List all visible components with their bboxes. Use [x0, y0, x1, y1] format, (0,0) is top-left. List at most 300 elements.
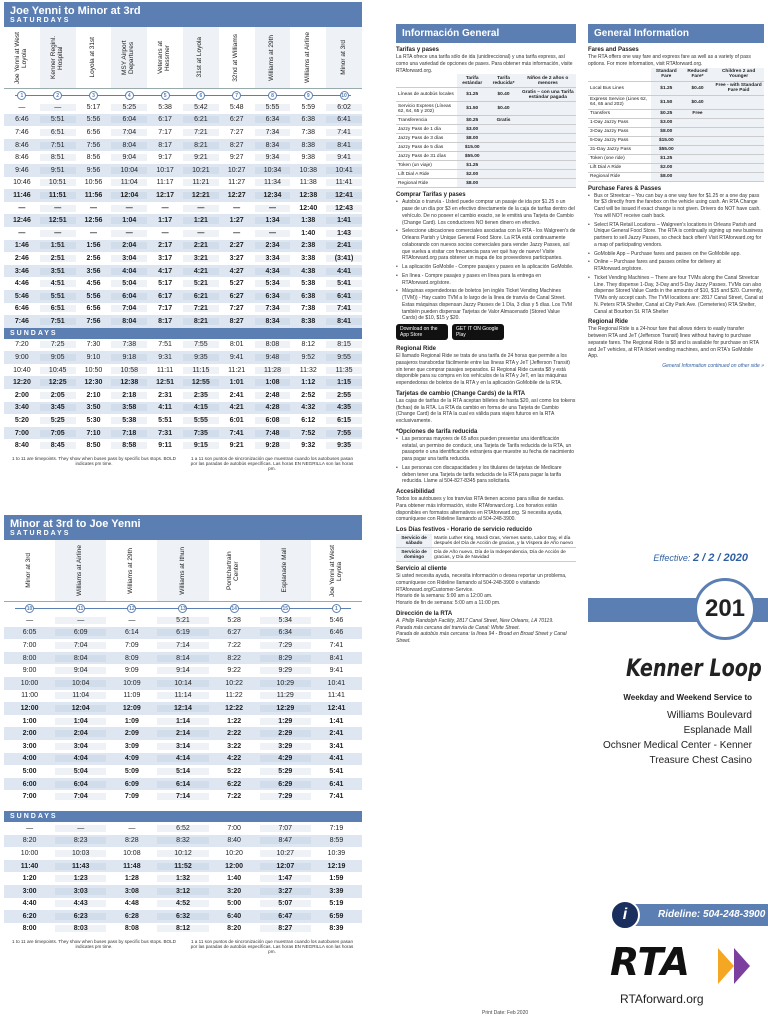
- fare-row: [396, 143, 576, 152]
- table-cell: —: [40, 205, 76, 212]
- table-cell: 11:51: [40, 192, 76, 199]
- table-row: [4, 214, 362, 227]
- table-cell: 10:04: [55, 680, 106, 687]
- fare-row: [396, 179, 576, 188]
- fare-value: $3.00: [457, 125, 487, 134]
- table-row: [4, 822, 362, 835]
- table-cell: 12:40: [299, 204, 318, 212]
- table-cell: 5:38: [158, 103, 172, 111]
- fare-value: [520, 143, 576, 152]
- table-cell: 3:27: [260, 888, 311, 895]
- timepoint-marker: 11: [78, 605, 84, 612]
- table-cell: 3:50: [86, 404, 101, 412]
- fare-label: Local Bus Lines: [588, 81, 651, 95]
- table2-subtitle: SATURDAYS: [10, 530, 71, 538]
- fare-value: [487, 161, 519, 170]
- table-cell: 1:20: [22, 875, 37, 883]
- table-cell: 8:00: [22, 654, 37, 662]
- table2-column-headers: [4, 540, 362, 602]
- holiday-days: Martin Luther King, Mardi Gras, Viernes santo, Labor Day, el día después del Día de Acción de gracias, y la Víspera de Año nuevo: [432, 534, 576, 548]
- table-cell: 10:27: [260, 850, 311, 857]
- table-cell: —: [18, 103, 26, 111]
- es-cs-text: Si usted necesita ayuda, necesita información o desea reportar un problema, comuníquese con Rideline llamando al 504-248-3900 o visitando RTAforward.org/Customer-Service.: [396, 573, 567, 593]
- table-cell: 8:38: [301, 317, 316, 325]
- fare-value: [520, 170, 576, 179]
- table-cell: 8:58: [111, 442, 147, 449]
- table-cell: 9:00: [22, 667, 37, 675]
- table-cell: 7:38: [301, 128, 316, 136]
- fare-label: Jazzy Pass de 3 días: [396, 134, 457, 143]
- table-row: [4, 872, 362, 885]
- table2-header: [4, 515, 362, 540]
- table-cell: 9:11: [158, 442, 172, 450]
- table-cell: 2:10: [86, 391, 101, 399]
- table-cell: 9:46: [15, 166, 29, 174]
- table-cell: 6:27: [229, 292, 244, 300]
- table-cell: 1:27: [229, 217, 244, 225]
- table-row: [4, 835, 362, 848]
- table-cell: 10:41: [326, 167, 362, 174]
- table-cell: 8:04: [111, 142, 147, 149]
- column-header-label: Veterans at Hessmer: [157, 41, 172, 74]
- table-cell: 7:29: [260, 793, 311, 800]
- table-cell: 4:52: [157, 900, 208, 907]
- table-cell: 2:55: [326, 392, 362, 399]
- table-cell: 1:59: [329, 875, 344, 883]
- table-cell: 8:08: [255, 341, 291, 348]
- table-cell: 5:14: [157, 768, 208, 775]
- fare-row: [588, 163, 764, 172]
- timepoint-marker: 10: [26, 605, 33, 612]
- table-cell: 10:29: [260, 680, 311, 687]
- table-cell: 6:08: [255, 417, 291, 424]
- table-cell: 12:41: [327, 704, 346, 712]
- table-cell: 5:19: [329, 900, 344, 908]
- table-cell: 10:38: [299, 166, 318, 174]
- table-cell: —: [255, 205, 291, 212]
- table-cell: 7:22: [227, 793, 242, 801]
- table-cell: 3:39: [329, 887, 344, 895]
- table-cell: 5:25: [40, 417, 76, 424]
- table-cell: —: [128, 616, 136, 624]
- es-reduced-heading: *Opciones de tarifa reducida: [396, 428, 478, 435]
- table-cell: 12:27: [227, 191, 246, 199]
- fare-value: $1.50: [651, 95, 682, 109]
- list-item: • Autobús o tranvía - Usted puede comprar un pasaje de ida por $1.25 o un pase de un día por $3 en efectivo directamente de la caja de tarifas dentro del vehículo. De no poseer el cambio exacto, se le emitirá una Tarjeta de Cambio (Change Card). Los conductores NO tienen dinero en efectivo.: [396, 199, 576, 226]
- table-cell: 2:04: [55, 730, 106, 737]
- table-cell: 9:52: [301, 354, 316, 362]
- fare-value: [520, 152, 576, 161]
- table-cell: 5:20: [14, 417, 29, 425]
- table-cell: 6:47: [260, 913, 311, 920]
- table1-sunday-label: SUNDAYS: [4, 328, 362, 339]
- table-cell: 12:21: [183, 192, 219, 199]
- fare-value: [520, 125, 576, 134]
- column-header: [4, 540, 55, 601]
- timepoint: [290, 91, 326, 100]
- table-cell: 5:25: [111, 104, 147, 111]
- es-hours-weekend: Horario de fin de semana: 5:00 am a 11:00 pm.: [396, 600, 501, 606]
- table-cell: 6:09: [55, 629, 106, 636]
- table-cell: 7:41: [326, 129, 362, 136]
- fare-header-row: [396, 74, 576, 88]
- table-cell: 6:17: [158, 292, 173, 300]
- fare-value: $55.00: [457, 152, 487, 161]
- fare-label: Token (un viaje): [396, 161, 457, 170]
- table-cell: 10:56: [84, 179, 103, 187]
- table-cell: 12:46: [12, 217, 31, 225]
- fare-value: $2.00: [651, 163, 682, 172]
- table-cell: 7:19: [329, 824, 344, 832]
- table-cell: 1:22: [227, 717, 242, 725]
- timepoint: [76, 91, 112, 100]
- table-cell: 6:15: [326, 417, 362, 424]
- fare-value: $0.25: [457, 116, 487, 125]
- table-cell: 12:56: [84, 217, 103, 225]
- table-row: [4, 202, 362, 215]
- table-cell: 10:20: [225, 849, 243, 857]
- google-play-badge[interactable]: GET IT ON Google Play: [452, 324, 504, 340]
- timepoint: [4, 604, 55, 613]
- table-row: [4, 290, 362, 303]
- table-cell: 3:00: [22, 742, 37, 750]
- column-header: [40, 27, 76, 88]
- fare-value: $1.25: [457, 88, 487, 102]
- table-cell: 5:04: [55, 768, 106, 775]
- fare-row: [588, 81, 764, 95]
- list-item: • Seleccione ubicaciones comerciales asociadas con la RTA - los Walgreen's de Orleans Parish y Unique General Food Store. La RTA está continuamente colaborando con nuevos socios comerciales para vender Jazzy Passes, así que vuelva a visitar con frecuencia para ver qué hay de nuevo! Visite RTAforward.org para obtener un mapa de los proveedores participantes.: [396, 228, 576, 262]
- table-cell: 10:09: [123, 679, 141, 687]
- table-cell: 11:40: [20, 862, 39, 870]
- table-cell: 8:12: [157, 925, 208, 932]
- english-info-panel: [588, 24, 764, 494]
- table-cell: 7:41: [326, 305, 362, 312]
- table-cell: 8:41: [326, 142, 362, 149]
- table-cell: 9:04: [111, 154, 147, 161]
- timepoint-marker: 8: [268, 91, 277, 100]
- table-cell: 9:35: [326, 442, 362, 449]
- fare-value: [713, 127, 764, 136]
- table-cell: 3:34: [255, 255, 291, 262]
- fare-label: Regional Ride: [588, 172, 651, 181]
- table-cell: 12:22: [225, 704, 244, 712]
- table-cell: 9:56: [86, 166, 101, 174]
- table-cell: 4:38: [301, 267, 316, 275]
- list-item: • En línea - Compre pasajes y pases en línea para la entrega en RTAforward.org/store.: [396, 273, 576, 287]
- table1-footnote: [4, 452, 362, 475]
- table-cell: 8:59: [329, 837, 344, 845]
- fare-value: [713, 136, 764, 145]
- table-cell: 10:00: [20, 679, 39, 687]
- en-continued: General Information continued on other side »: [662, 363, 764, 369]
- fare-label: Regional Ride: [396, 179, 457, 188]
- table-cell: 8:46: [15, 154, 29, 162]
- table-cell: 8:41: [326, 318, 362, 325]
- table-cell: 4:11: [158, 404, 172, 412]
- timepoint-marker: 2: [53, 91, 62, 100]
- table-cell: 5:38: [111, 417, 147, 424]
- fare-value: [713, 145, 764, 154]
- column-header-label: Williams at 29th: [268, 34, 276, 81]
- table-cell: 2:14: [157, 730, 208, 737]
- route-name: Kenner Loop: [626, 654, 762, 682]
- table-row: [4, 664, 362, 677]
- table-cell: 7:04: [55, 642, 106, 649]
- table-cell: 8:40: [227, 837, 241, 845]
- table-cell: 6:51: [40, 305, 76, 312]
- table-cell: 3:08: [124, 887, 139, 895]
- table-cell: 7:17: [158, 305, 173, 313]
- table-cell: 12:19: [327, 862, 346, 870]
- table-cell: 2:17: [158, 242, 173, 250]
- fare-label: 31-Day Jazzy Pass: [588, 145, 651, 154]
- table-row: [4, 652, 362, 665]
- table-cell: 7:30: [86, 341, 101, 349]
- table-cell: 4:21: [183, 268, 219, 275]
- table-cell: 6:34: [260, 629, 311, 636]
- table-cell: 5:09: [124, 767, 139, 775]
- table-cell: 4:56: [86, 280, 101, 288]
- fare-label: Lift Dial A Ride: [396, 170, 457, 179]
- table-cell: —: [18, 204, 26, 212]
- column-header: [255, 27, 291, 88]
- table-cell: 8:28: [125, 837, 139, 845]
- column-header: [260, 540, 311, 601]
- rta-logo-text: RTA: [610, 940, 690, 984]
- table-cell: 2:41: [326, 242, 362, 249]
- table-cell: 6:20: [22, 912, 37, 920]
- table1-footnote-en: 1 to 11 are timepoints. They show when buses pass by specific bus stops. BOLD indicates pm time.: [11, 456, 176, 467]
- table-cell: 1:40: [227, 875, 242, 883]
- timepoint-marker: 3: [89, 91, 98, 100]
- table-cell: —: [40, 230, 76, 237]
- list-item: • GoMobile App – Purchase fares and passes on the GoMobile app.: [588, 251, 764, 258]
- table-cell: 5:48: [229, 103, 244, 111]
- table-cell: 5:51: [158, 417, 173, 425]
- table-cell: 6:22: [227, 780, 242, 788]
- table-cell: 6:27: [227, 629, 241, 637]
- list-item: • Select RTA Retail Locations – Walgreen's locations in Orleans Parish and Unique General Food Store. The RTA is continually signing up new business partners to sell Jazzy Passes, so check back often! Visit RTAforward.org for a map of participating vendors.: [588, 222, 764, 249]
- table-row: [4, 177, 362, 190]
- table-cell: 9:22: [227, 667, 241, 675]
- table-cell: 5:07: [260, 900, 311, 907]
- table-cell: 12:25: [40, 379, 76, 386]
- es-tram-text: Parada más cercana del tranvía de Canal: White Street.: [396, 624, 520, 631]
- table-cell: 12:04: [55, 705, 106, 712]
- table-cell: 9:51: [40, 167, 76, 174]
- table-cell: 7:00: [227, 824, 241, 832]
- table-cell: 4:17: [158, 267, 173, 275]
- table-cell: 3:17: [158, 254, 173, 262]
- table-cell: 3:45: [40, 404, 76, 411]
- table2-title: Minor at 3rd to Joe Yenni: [10, 518, 141, 531]
- table-cell: 10:14: [157, 680, 208, 687]
- table-cell: 5:56: [86, 292, 101, 300]
- table-cell: 1:34: [255, 217, 291, 224]
- fare-label: Jazzy Pass de 31 días: [396, 152, 457, 161]
- fare-value: [487, 170, 519, 179]
- list-item: • Online – Purchase fares and passes online for delivery at RTAforward.org/store.: [588, 259, 764, 273]
- table-cell: 10:21: [183, 167, 219, 174]
- table-cell: 7:04: [111, 129, 147, 136]
- table-cell: 4:04: [111, 268, 147, 275]
- table-cell: 12:20: [12, 379, 31, 387]
- fare-value: [713, 154, 764, 163]
- fare-value: [520, 116, 576, 125]
- list-item: • La aplicación GoMobile - Compre pasajes y pases en la aplicación GoMobile.: [396, 264, 576, 271]
- table-cell: 7:56: [86, 141, 101, 149]
- table-row: [4, 277, 362, 290]
- es-buy-list: [396, 199, 576, 322]
- fare-label: Token (one ride): [588, 154, 651, 163]
- table-row: [4, 252, 362, 265]
- table-cell: 3:46: [14, 267, 29, 275]
- table-cell: 7:00: [22, 642, 37, 650]
- column-header: [219, 27, 255, 88]
- table-row: [4, 376, 362, 389]
- table-cell: 2:48: [255, 392, 291, 399]
- table-cell: 4:34: [255, 268, 291, 275]
- table-cell: 8:14: [157, 655, 208, 662]
- table-cell: 7:55: [183, 341, 219, 348]
- table-cell: 1:43: [326, 230, 362, 237]
- table-cell: 2:09: [124, 730, 139, 738]
- table-cell: 6:40: [227, 912, 242, 920]
- table2-footnote: [4, 935, 362, 958]
- table-cell: 5:27: [229, 280, 244, 288]
- table-cell: 1:04: [111, 217, 147, 224]
- table-cell: 6:05: [22, 629, 37, 637]
- table-cell: 8:20: [227, 925, 242, 933]
- es-regional-text: El llamado Regional Ride se trata de una tarifa de 24 horas que permite a los pasajeros transbordar fácilmente entre las líneas RTA y JeT (Jefferson Transit) sin tener que comprar pasajes separados. El Regional Ride cuesta $8 y está disponible para su compra en los vehículos de la RTA y JeT, en las máquinas expendedoras de boletos de la RTA y en la aplicación GoMobile de la RTA.: [396, 353, 570, 386]
- table-cell: 9:28: [255, 442, 291, 449]
- service-heading: Weekday and Weekend Service to: [623, 693, 752, 702]
- table-cell: 2:22: [227, 730, 242, 738]
- table-cell: 6:02: [326, 104, 362, 111]
- table-cell: 1:38: [301, 217, 316, 225]
- table-cell: 6:46: [15, 116, 29, 124]
- fare-value: [520, 134, 576, 143]
- table-cell: 7:00: [14, 429, 29, 437]
- table-cell: 11:41: [326, 179, 362, 186]
- fare-header-blank: [396, 74, 457, 88]
- table-cell: 6:17: [158, 116, 172, 124]
- table-cell: 6:29: [260, 781, 311, 788]
- app-store-badge[interactable]: Download on the App Store: [396, 324, 448, 340]
- table-cell: 8:27: [260, 925, 311, 932]
- table-cell: 2:35: [183, 392, 219, 399]
- table-cell: 3:04: [111, 255, 147, 262]
- table-cell: 10:50: [84, 366, 103, 374]
- table-cell: 10:39: [327, 849, 346, 857]
- fare-label: Express Service (Lines 62, 64, 65 and 202): [588, 95, 651, 109]
- table-cell: 8:47: [260, 837, 311, 844]
- table-cell: 4:21: [229, 404, 244, 412]
- table-cell: 7:05: [40, 430, 76, 437]
- en-fares-heading: Fares and Passes: [588, 47, 639, 53]
- table-cell: 7:22: [227, 642, 241, 650]
- table-cell: 8:22: [227, 654, 241, 662]
- table-cell: 4:48: [124, 900, 139, 908]
- fare-column-header: Children 2 and Younger: [713, 68, 764, 82]
- website-link[interactable]: RTAforward.org: [620, 992, 704, 1006]
- es-fare-table: [396, 74, 576, 188]
- table-cell: 2:41: [329, 730, 344, 738]
- column-header-label: Pontchartrain Center: [226, 551, 241, 590]
- table-cell: 8:17: [158, 317, 173, 325]
- fare-value: $0.40: [682, 81, 713, 95]
- timepoint-marker: 15: [282, 605, 289, 612]
- column-header: [326, 27, 362, 88]
- timepoint: [40, 91, 76, 100]
- table-cell: 10:04: [111, 167, 147, 174]
- print-date: Print Date: Feb 2020: [482, 1010, 529, 1016]
- table-cell: 9:21: [183, 154, 219, 161]
- fare-value: [520, 179, 576, 188]
- table-cell: 11:56: [84, 191, 103, 199]
- fare-row: [588, 136, 764, 145]
- fare-column-header: Reduced Fare*: [682, 68, 713, 82]
- table-cell: 4:04: [55, 755, 106, 762]
- table-cell: 6:46: [14, 305, 29, 313]
- table-cell: 4:41: [329, 755, 344, 763]
- table-cell: 3:38: [301, 254, 316, 262]
- table-cell: 11:34: [255, 179, 291, 186]
- table-cell: 10:46: [13, 179, 31, 187]
- table-cell: 2:31: [158, 391, 173, 399]
- table-cell: 3:58: [111, 404, 147, 411]
- table-row: [4, 740, 362, 753]
- fare-value: [682, 145, 713, 154]
- table-cell: 2:46: [14, 254, 29, 262]
- timepoint: [111, 91, 147, 100]
- es-cs-heading: Servicio al cliente: [396, 566, 447, 572]
- table-cell: 2:27: [229, 242, 244, 250]
- table-cell: 5:34: [260, 617, 311, 624]
- fare-value: [520, 161, 576, 170]
- table-cell: 8:15: [326, 341, 362, 348]
- fare-value: $1.25: [651, 81, 682, 95]
- service-destination: Ochsner Medical Center - Kenner: [603, 740, 752, 751]
- table-cell: 7:29: [260, 642, 311, 649]
- table-cell: 2:18: [111, 392, 147, 399]
- table-cell: 10:41: [327, 679, 346, 687]
- table-cell: 8:12: [301, 341, 316, 349]
- table-cell: 2:34: [255, 242, 291, 249]
- table-cell: 10:40: [13, 366, 31, 374]
- fare-value: $0.40: [487, 88, 519, 102]
- table-cell: 11:41: [327, 692, 345, 700]
- table-cell: 2:41: [229, 391, 244, 399]
- timepoint-marker: 13: [180, 605, 186, 612]
- table-cell: 4:43: [55, 900, 106, 907]
- table-cell: 11:15: [183, 367, 219, 374]
- en-regional-text: The Regional Ride is a 24-hour fare that allows riders to easily transfer between RTA and JeT (Jefferson Transit) lines without having to purchase separate fares. The Regional Ride is $8 and is available for purchase on RTA and JeT vehicles, at RTA ticket vending machines, and on RTA's GoMobile App.: [588, 326, 759, 360]
- table-cell: 5:21: [157, 617, 208, 624]
- table-cell: —: [26, 616, 34, 624]
- fare-value: Free: [682, 109, 713, 118]
- table-cell: 3:14: [157, 743, 208, 750]
- es-buy-heading: Comprar Tarifas y pases: [396, 192, 466, 199]
- table-cell: 5:04: [111, 280, 147, 287]
- table-cell: 10:12: [157, 850, 208, 857]
- column-header: [147, 27, 183, 88]
- table-cell: 4:32: [301, 404, 316, 412]
- fare-row: [588, 172, 764, 181]
- table-cell: 6:41: [329, 780, 344, 788]
- es-address-heading: Dirección de la RTA: [396, 610, 453, 617]
- fare-value: $3.00: [651, 118, 682, 127]
